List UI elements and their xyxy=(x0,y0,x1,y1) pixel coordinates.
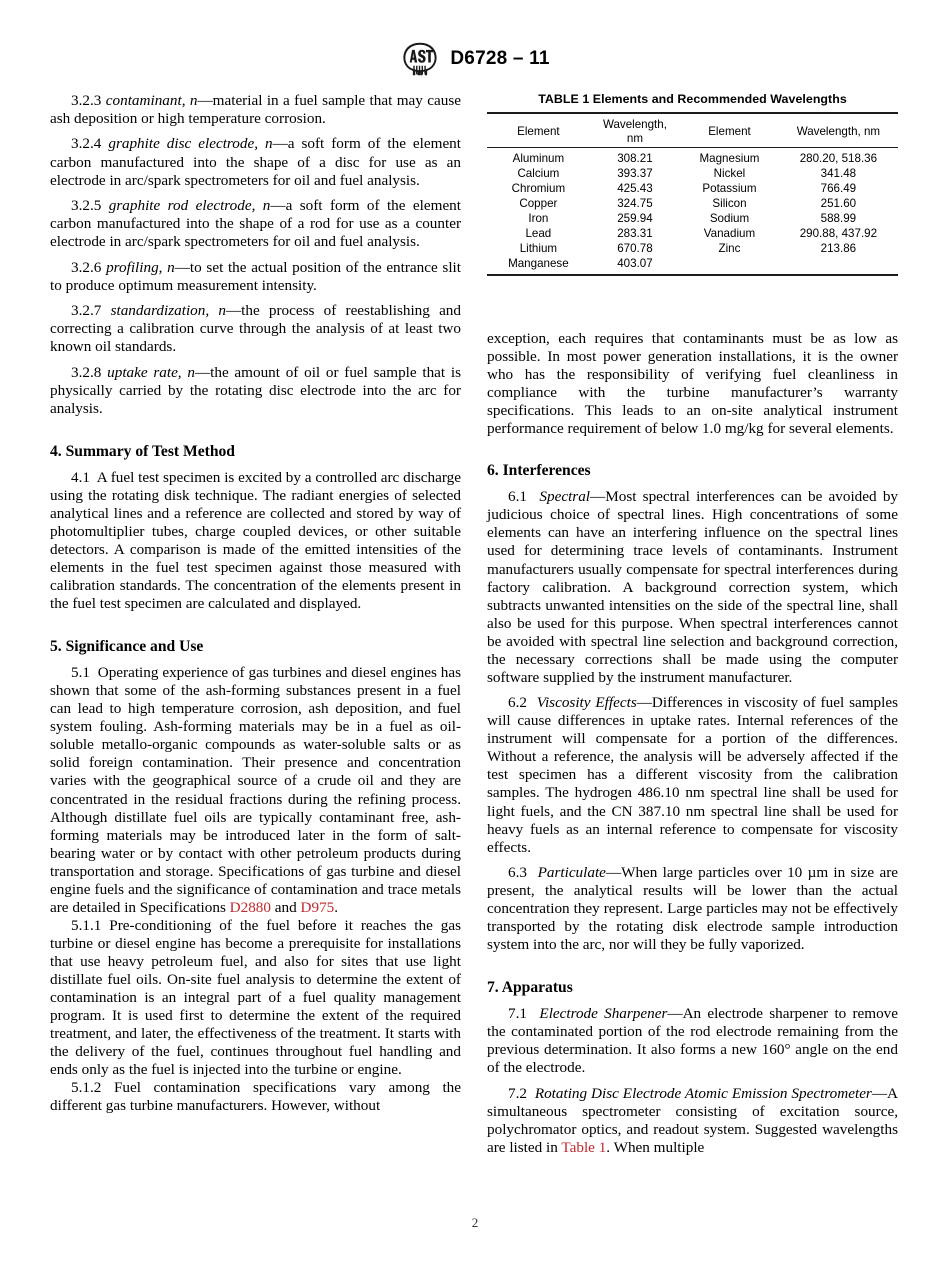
left-text-column xyxy=(50,92,461,1115)
clause-body: —Most spectral interferences can be avoided by judicious choice of spectral lines. High concentrations of some elements can have an interfering influence on the spectral lines used for determining trace levels of contaminants. Instrument manufacturers usually compensate for spectral interferences during factory calibration. A background correction system, which subtracts unwanted intensities on the side of the spectral line, shall also be used for this purpose. When spectral interferences cannot be avoided with spectral line selection and background correction, the necessary corrections shall be made using the computer software supplied by the instrument manufacturer. xyxy=(487,488,899,686)
cell-element: Aluminum xyxy=(487,148,590,167)
header-text: Wavelength, xyxy=(602,118,667,131)
clause-number: 3.2.4 xyxy=(71,135,102,153)
cell-wavelength: 213.86 xyxy=(820,242,857,256)
table-1-header-row xyxy=(487,113,898,148)
clause-body: —the process of reestablishing and correcting a calibration curve through the analysis of at least two known oil standards. xyxy=(50,302,461,356)
section-heading-4: 4. Summary of Test Method xyxy=(50,442,235,460)
section-heading-5: 5. Significance and Use xyxy=(50,638,204,656)
paragraph-5-1 xyxy=(50,664,461,917)
paragraph-3-2-4 xyxy=(50,135,461,189)
cell-element: Calcium xyxy=(517,167,560,181)
cell-element: Chromium xyxy=(511,182,566,196)
clause-number: 7.1 xyxy=(508,1005,527,1023)
cell-wavelength: 251.60 xyxy=(820,197,857,211)
cell-element: Silicon xyxy=(712,197,747,211)
cell-wavelength: 308.21 xyxy=(590,148,680,167)
clause-number: 3.2.3 xyxy=(71,92,102,109)
table-1 xyxy=(487,112,898,276)
paragraph-5-1-2 xyxy=(50,1079,461,1115)
paragraph-6-3 xyxy=(487,864,898,954)
cross-reference-d975[interactable]: D975 xyxy=(300,898,335,916)
clause-number: 3.2.5 xyxy=(71,197,102,215)
table-row xyxy=(487,256,898,274)
page-number: 2 xyxy=(471,1215,479,1230)
table-row xyxy=(487,227,898,242)
header-text: Element xyxy=(517,124,560,138)
clause-number: 5.1.1 xyxy=(71,916,102,934)
paragraph-3-2-8 xyxy=(50,364,461,418)
paragraph-3-2-6 xyxy=(50,259,461,295)
cell-element: Lead xyxy=(525,227,552,241)
cell-wavelength: 280.20, 518.36 xyxy=(779,148,898,167)
section-heading-7: 7. Apparatus xyxy=(487,979,573,997)
clause-body: —Differences in viscosity of fuel samples will cause differences in uptake rates. Internal references of the instrument will compensate for a portion of the differences. Without a reference, the analysis will be adversely affected if the test specimen has a different viscosity from the calibration samples. The hydrogen 486.10 nm spectral line shall be used for light fuels, and the CN 387.10 nm spectral line shall be used for heavy fuels as an internal reference to compensate for viscosity effects. xyxy=(487,694,898,856)
clause-body: Pre-conditioning of the fuel before it reaches the gas turbine or diesel engine has become a prerequisite for installations that use heavy petroleum fuel, and also for sites that use light distillate fuel oils. On-site fuel analysis to determine the extent of contamination is an integral part of a fuel quality management program. It is used first to determine the extent of the required treatment, and later, the effectiveness of the treatment. It starts with the delivery of the fuel, continues throughout fuel handling and ends only as the fuel is injected into the turbine or engine. xyxy=(50,916,462,1079)
clause-body: Fuel contamination specifications vary among the different gas turbine manufacturers. However, without xyxy=(50,1079,461,1115)
table-1-body xyxy=(487,148,898,275)
header-text: Wavelength, nm xyxy=(796,124,881,138)
table-1-header-element-1 xyxy=(487,113,590,148)
header-text: Element xyxy=(708,124,751,138)
cell-element xyxy=(680,256,779,274)
table-row xyxy=(487,242,898,257)
cell-wavelength: 283.31 xyxy=(617,227,653,241)
clause-body: —a soft form of the element carbon manufactured into the shape of a disc for use as an electrode in arc/spark spectrometers for oil and fuel analysis. xyxy=(50,135,461,189)
paragraph-6-2 xyxy=(487,694,898,856)
table-1-head xyxy=(487,113,898,148)
document-header xyxy=(0,38,950,80)
cell-element: Potassium xyxy=(702,182,757,196)
paragraph-7-2 xyxy=(487,1085,898,1157)
cell-wavelength: 341.48 xyxy=(820,167,857,181)
clause-number: 3.2.7 xyxy=(71,302,102,320)
table-row xyxy=(487,197,898,212)
table-1-container xyxy=(487,92,898,276)
defined-term: Rotating Disc Electrode Atomic Emission Spectrometer xyxy=(534,1084,872,1102)
defined-term: uptake rate, n xyxy=(107,363,195,381)
clause-body: A fuel test specimen is excited by a controlled arc discharge using the rotating disk technique. The radiant energies of selected analytical lines and a reference are collected and stored by way of photomultiplier tubes, charge coupled devices, or other suitable detectors. A comparison is made of the emitted intensities of the elements in the fuel test specimen against those measured with calibration standards. The concentration of the elements present in the fuel test specimen are calculated and displayed. xyxy=(50,468,461,613)
clause-body: —When large particles over 10 µm in size are present, the analytical results will be lower than the actual concentration they represent. Large particles may not be effectively transported by the rotating disk electrode sample introduction system into the arc, nor will they be fully vaporized. xyxy=(487,864,898,954)
cell-element: Magnesium xyxy=(680,148,779,167)
paragraph-6-1 xyxy=(487,488,898,687)
paragraph-7-1 xyxy=(487,1005,898,1077)
table-row xyxy=(487,148,898,167)
cross-reference-table-1[interactable]: Table 1 xyxy=(561,1139,607,1157)
conjunction: and xyxy=(274,898,297,916)
cross-reference-d2880[interactable]: D2880 xyxy=(229,898,271,916)
cell-element: Lithium xyxy=(519,242,558,256)
clause-body: —the amount of oil or fuel sample that is physically carried by the rotating disc electrode into the arc for analysis. xyxy=(50,363,462,417)
defined-term: standardization, n xyxy=(110,302,226,320)
cell-element: Iron xyxy=(528,212,549,226)
table-row xyxy=(487,167,898,182)
cell-wavelength: 588.99 xyxy=(820,212,857,226)
section-heading-6: 6. Interferences xyxy=(487,462,591,480)
paragraph-3-2-5 xyxy=(50,197,461,251)
cell-element: Copper xyxy=(519,197,558,211)
table-1-title: TABLE 1 Elements and Recommended Wavelengths xyxy=(538,92,847,106)
cell-wavelength: 290.88, 437.92 xyxy=(799,227,878,241)
clause-number: 6.2 xyxy=(508,694,527,712)
cell-element: Vanadium xyxy=(703,227,756,241)
paragraph-4-1 xyxy=(50,469,461,613)
cell-wavelength: 670.78 xyxy=(617,242,653,256)
defined-term: Particulate xyxy=(537,864,606,882)
clause-number: 4.1 xyxy=(71,468,90,486)
defined-term: contaminant, n xyxy=(105,92,198,109)
astm-logo xyxy=(400,42,440,76)
clause-number: 5.1 xyxy=(71,664,90,682)
header-text-unit: nm xyxy=(626,131,643,145)
table-1-header-element-2 xyxy=(680,113,779,148)
clause-number: 5.1.2 xyxy=(71,1079,102,1097)
defined-term: profiling, n xyxy=(106,258,175,276)
clause-body: —An electrode sharpener to remove the contaminated portion of the rod electrode remaining from the previous determination. It also forms a new 160° angle on the end of the electrode. xyxy=(487,1005,899,1077)
cell-element: Manganese xyxy=(487,256,590,274)
cell-element: Nickel xyxy=(713,167,746,181)
table-row xyxy=(487,182,898,197)
cell-element: Sodium xyxy=(709,212,750,226)
clause-number: 6.3 xyxy=(508,864,527,882)
table-1-header-wavelength-1 xyxy=(590,113,680,148)
cell-wavelength: 425.43 xyxy=(617,182,653,196)
paragraph-3-2-3 xyxy=(50,92,461,128)
clause-body: Operating experience of gas turbines and diesel engines has shown that some of the ash-forming substances present in a fuel can lead to high temperature corrosion, ash deposition, and fuel system fouling. Ash-forming materials may be in a fuel as oil-soluble metallo-organic compounds as water-soluble salts or as solid foreign contamination. Their presence and concentration varies with the geographical source of a crude oil and they are concentrated in the residual fractions during the refining process. Although distillate fuel oils are typically contaminant free, ash-forming materials may be introduced later in the form of salt-bearing water or by contact with other petroleum products during transportation and storage. Specifications of gas turbine and diesel engine fuels and the significance of contamination and trace metals are detailed in Specifications xyxy=(50,664,462,916)
clause-number: 6.1 xyxy=(508,488,527,506)
defined-term: Spectral xyxy=(539,488,591,506)
paragraph-5-1-1 xyxy=(50,917,461,1079)
clause-body-tail: . When multiple xyxy=(606,1139,705,1157)
paragraph-5-1-2-continued: exception, each requires that contaminants must be as low as possible. In most power generation installations, it is the owner who has the responsibility of verifying fuel cleanliness in compliance with the turbine manufacturer’s warranty specifications. This leads to an on-site analytical instrument performance requirement of below 1.0 mg/kg for several elements. xyxy=(487,330,898,438)
table-row xyxy=(487,212,898,227)
clause-body: —a soft form of the element carbon manufactured into the shape of a rod for use as a counter electrode in arc/spark spectrometers for oil and fuel analysis. xyxy=(50,197,461,251)
cell-wavelength: 259.94 xyxy=(617,212,653,226)
clause-number: 3.2.6 xyxy=(71,258,102,276)
right-text-column xyxy=(487,330,898,1157)
defined-term: Electrode Sharpener xyxy=(539,1005,668,1023)
clause-body: —material in a fuel sample that may cause ash deposition or high temperature corrosion. xyxy=(50,92,461,128)
table-1-header-wavelength-2 xyxy=(779,113,898,148)
cell-wavelength xyxy=(779,256,898,274)
document-designation: D6728 – 11 xyxy=(450,48,550,69)
defined-term: graphite rod electrode, n xyxy=(108,197,271,215)
cell-wavelength: 766.49 xyxy=(820,182,857,196)
clause-body-tail: . xyxy=(334,898,339,916)
cell-wavelength: 403.07 xyxy=(590,256,680,274)
cell-wavelength: 393.37 xyxy=(617,167,653,181)
cell-wavelength: 324.75 xyxy=(617,197,653,211)
clause-body: —to set the actual position of the entrance slit to produce optimum measurement intensity. xyxy=(50,258,461,294)
defined-term: graphite disc electrode, n xyxy=(108,135,273,153)
paragraph-3-2-7 xyxy=(50,302,461,356)
cell-element: Zinc xyxy=(718,242,741,256)
clause-number: 3.2.8 xyxy=(71,363,102,381)
defined-term: Viscosity Effects xyxy=(536,694,637,712)
clause-body: —A simultaneous spectrometer consisting of excitation source, polychromator optics, and readout system. Suggested wavelengths are listed in xyxy=(487,1084,899,1157)
clause-number: 7.2 xyxy=(508,1084,527,1102)
